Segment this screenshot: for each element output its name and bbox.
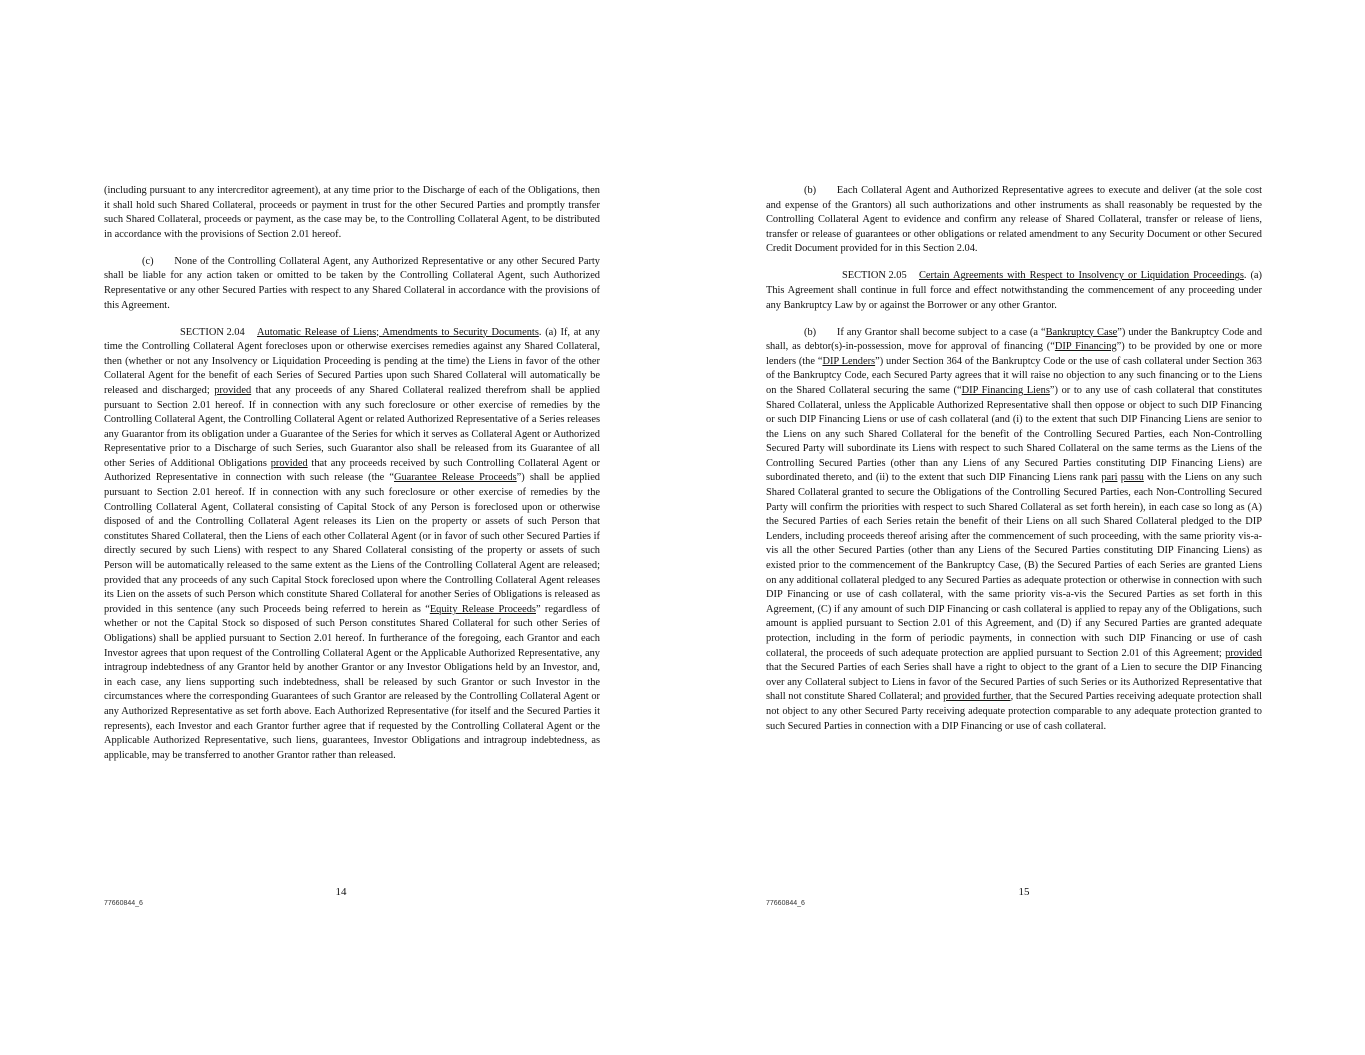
section-text: ”) under Section 364 of the Bankruptcy Code or the use of cash collateral under Section 363 of the Bankruptcy Code, each Secured Party agrees that it will raise no objection to any such financing or to the Liens on the Shared Collateral securing the same (“ <box>766 355 1263 396</box>
section-text: that any proceeds received by such Controlling Collateral Agent or Authorized Representative in connection with such release (the “ <box>104 457 601 484</box>
defined-term: passu <box>1120 472 1144 484</box>
section-2-05 <box>766 269 1262 313</box>
paragraph-c: (c) None of the Controlling Collateral Agent, any Authorized Representative or any other Secured Party shall be liable for any action taken or omitted to be taken by the Controlling Collateral Agent, such Authorized Representative or any other Secured Parties with respect to any Shared Collateral in accordance with the provisions of this Agreement. <box>104 255 600 311</box>
section-text: . (a) This Agreement shall continue in full force and effect notwithstanding the commencement of any proceeding under any Bankruptcy Law by or against the Borrower or any other Grantor. <box>766 270 1262 311</box>
paragraph-continuation: (including pursuant to any intercreditor agreement), at any time prior to the Discharge of each of the Obligations, then it shall hold such Shared Collateral, proceeds or payment in trust for the other Secured Parties and promptly transfer such Shared Collateral, proceeds or payment, as the case may be, to the Controlling Collateral Agent, to be distributed in accordance with the provisions of Section 2.01 hereof. <box>104 185 600 240</box>
defined-term: provided <box>270 457 308 469</box>
section-title: Certain Agreements with Respect to Insolvency or Liquidation Proceedings <box>919 270 1244 282</box>
paragraph-b: (b) Each Collateral Agent and Authorized Representative agrees to execute and deliver (at the sole cost and expense of the Grantors) all such authorizations and other instruments as shall reasonably be requested by the Controlling Collateral Agent to evidence and confirm any release of Shared Collateral, transfer or release of liens, transfer or release of guarantees or other obligations or related amendment to any Security Document or other Secured Credit Document provided for in this Section 2.04. <box>766 185 1262 255</box>
defined-term: pari <box>1101 472 1118 484</box>
section-number: SECTION 2.04 <box>180 326 245 338</box>
defined-term: Equity Release Proceeds <box>429 603 536 615</box>
section-number: SECTION 2.05 <box>842 270 907 282</box>
section-text: , that the Secured Parties receiving adequate protection shall not object to any other Secured Party receiving adequate protection comparable to any adequate protection granted to such Secured Parties in connection with a DIP Financing or use of cash collateral. <box>766 691 1262 732</box>
document-id: 77660844_6 <box>104 900 143 907</box>
defined-term: provided <box>1225 647 1262 659</box>
left-text-column <box>104 184 600 776</box>
section-text: (b) If any Grantor shall become subject to a case (a “ <box>804 326 1046 338</box>
section-title: Automatic Release of Liens; Amendments to Security Documents <box>257 326 539 338</box>
defined-term: provided <box>214 384 252 396</box>
defined-term: DIP Financing <box>1054 341 1117 353</box>
paragraph-b-dip <box>766 326 1262 735</box>
left-page <box>0 0 682 1055</box>
section-text: . (a) If, at any time the Controlling Collateral Agent forecloses upon or otherwise exercises remedies against any Shared Collateral, then (whether or not any Insolvency or Liquidation Proceeding is pending at the time) the Liens in favor of the other Collateral Agent for the benefit of each Series of Secured Parties upon such Shared Collateral will automatically be released and discharged; <box>104 326 600 396</box>
right-text-column <box>766 184 1262 747</box>
defined-term: DIP Lenders <box>822 355 876 367</box>
section-text: ”) or to any use of cash collateral that constitutes Shared Collateral, unless the Applicable Authorized Representative shall then oppose or object to such DIP Financing or such DIP Financing Liens or use of cash collateral (and (i) to the extent that such DIP Financing Liens are senior to the Liens on any such Shared Collateral for the benefit of the Controlling Secured Parties, each Non-Controlling Secured Party will subordinate its Liens with respect to such Shared Collateral on the same terms as the Liens of the Controlling Secured Parties (other than any Liens of any Secured Parties constituting DIP Financing Liens) are subordinated thereto, and (ii) to the extent that such DIP Financing Liens rank <box>766 384 1262 484</box>
section-text: ”) under the Bankruptcy Code and shall, as debtor(s)-in-possession, move for approval of financing (“ <box>766 326 1263 353</box>
document-id: 77660844_6 <box>766 900 805 907</box>
section-text: ” regardless of whether or not the Capital Stock so disposed of such Person constitutes Shared Collateral for such other Series of Obligations) shall be applied pursuant to Section 2.01 hereof. In furtherance of the foregoing, each Grantor and each Investor agrees that upon request of the Controlling Collateral Agent or the Applicable Authorized Representative, any intragroup indebtedness of any Grantor held by another Grantor or any Investor Obligations held by an Investor, and, in each case, any liens supporting such indebtedness, shall be released by such Grantor or such Investor in the circumstances where the corresponding Guarantees of such Grantor are released by the Controlling Collateral Agent or any Authorized Representative as set forth above. Each Authorized Representative (for itself and the Secured Parties it represents), each Investor and each Grantor further agree that if requested by the Controlling Collateral Agent or the Applicable Authorized Representative, such liens, guarantees, Investor Obligations and intragroup indebtedness, as applicable, may be transferred to another Grantor rather than released. <box>104 603 600 761</box>
defined-term: Bankruptcy Case <box>1045 326 1118 338</box>
section-text: ”) to be provided by one or more lenders (the “ <box>766 341 1262 367</box>
page-number: 15 <box>1018 886 1030 898</box>
section-text: that any proceeds of any Shared Collateral realized therefrom shall be applied pursuant to Section 2.01 hereof. If in connection with any such foreclosure or other exercise of remedies by the Controlling Collateral Agent, the Controlling Collateral Agent or related Authorized Representative of a Series releases any Guarantor from its obligation under a Guarantee of the Series for which it serves as Collateral Agent or Authorized Representative prior to a Discharge of such Series, such Guarantor also shall be released from its Guarantee of all other Series of Additional Obligations <box>104 384 600 469</box>
page-number: 14 <box>335 886 347 898</box>
defined-term: Guarantee Release Proceeds <box>393 472 517 484</box>
section-2-04 <box>104 326 600 764</box>
section-text: ”) shall be applied pursuant to Section 2.01 hereof. If in connection with any such foreclosure or other exercise of remedies by the Controlling Collateral Agent, Collateral consisting of Capital Stock of any Person is foreclosed upon or otherwise disposed of and the Controlling Collateral Agent releases its Lien on the property or assets of such Person that constitutes Shared Collateral, then the Liens of each other Collateral Agent (or in favor of such other Secured Parties if directly secured by such Liens) with respect to any Shared Collateral consisting of the property or assets of such Person will be automatically released to the same extent as the Liens of the Controlling Collateral Agent are released; provided that any proceeds of any such Capital Stock foreclosed upon where the Controlling Collateral Agent releases its Lien on the assets of such Person which constitute Shared Collateral for another Series of Obligations is released as provided in this sentence (any such Proceeds being referred to herein as “ <box>104 472 601 615</box>
defined-term: provided further <box>943 691 1011 703</box>
defined-term: DIP Financing Liens <box>961 384 1050 396</box>
section-text: that the Secured Parties of each Series shall have a right to object to the grant of a Lien to secure the DIP Financing over any Collateral subject to Liens in favor of the Secured Parties of such Series or its Authorized Representative that shall not constitute Shared Collateral; and <box>766 662 1262 703</box>
right-page <box>683 0 1365 1055</box>
section-text: with the Liens on any such Shared Collateral granted to secure the Obligations of the Controlling Secured Parties, each Non-Controlling Secured Party will confirm the priorities with respect to such Shared Collateral as set forth herein), in each case so long as (A) the Secured Parties of each Series retain the benefit of their Liens on all such Shared Collateral pledged to the DIP Lenders, including proceeds thereof arising after the commencement of such proceeding, with the same priority vis-a-vis all the other Secured Parties (other than any Liens of the Secured Parties constituting DIP Financing Liens) as existed prior to the commencement of the Bankruptcy Case, (B) the Secured Parties of each Series are granted Liens on any additional collateral pledged to any Secured Parties as adequate protection or otherwise in connection with such DIP Financing or use of cash collateral, with the same priority vis-a-vis the Secured Parties as set forth in this Agreement, (C) if any amount of such DIP Financing or cash collateral is applied to repay any of the Obligations, such amount is applied pursuant to Section 2.01 of this Agreement, and (D) if any Secured Parties are granted adequate protection, including in the form of periodic payments, in connection with such DIP Financing or use of cash collateral, the proceeds of such adequate protection are applied pursuant to Section 2.01 of this Agreement; <box>766 472 1262 659</box>
